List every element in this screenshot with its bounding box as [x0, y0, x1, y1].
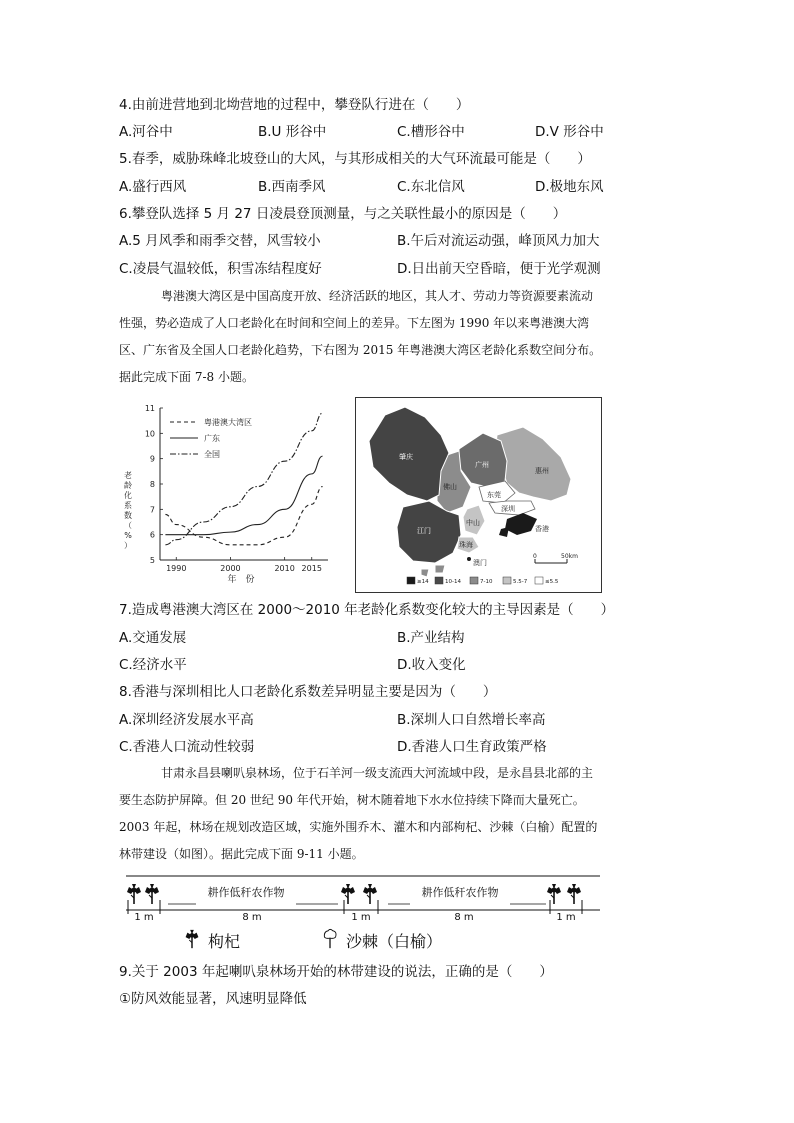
- q4-option-d: D.V 形谷中: [535, 124, 604, 140]
- q5-option-c: C.东北信风: [397, 179, 465, 195]
- label-hongkong: 香港: [535, 525, 549, 533]
- y-tick-label: 7: [149, 505, 155, 515]
- question-4-stem: 4.由前进营地到北坳营地的过程中，攀登队行进在（ ）: [119, 97, 470, 113]
- question-9-stem: 9.关于 2003 年起喇叭泉林场开始的林带建设的说法，正确的是（ ）: [119, 964, 553, 980]
- aging-trend-chart: [116, 400, 338, 590]
- passage-greater-bay-area: [119, 283, 679, 391]
- passage-line: 要生态防护屏障。但 20 世纪 90 年代开始，树木随着地下水水位持续下降而大量死亡。: [119, 793, 585, 807]
- island: [421, 569, 429, 577]
- width-label: 1 m: [556, 912, 576, 923]
- series-line-1: [165, 456, 322, 535]
- q7-option-d: D.收入变化: [397, 657, 466, 673]
- gouqi-legend-icon: [180, 928, 204, 950]
- x-tick-label: 1990: [166, 564, 187, 573]
- gba-aging-map: [355, 397, 602, 593]
- legend-label: 广东: [204, 434, 220, 443]
- label-shenzhen: 深圳: [501, 505, 515, 513]
- y-axis-label-char: 系: [124, 501, 132, 510]
- shaji-legend-icon: [318, 928, 342, 950]
- label-macau: 澳门: [473, 559, 487, 567]
- passage-line: 2003 年起，林场在规划改造区域，实施外围乔木、灌木和内部枸杞、沙棘（白榆）配置的: [119, 820, 598, 834]
- legend-label: 7-10: [480, 579, 493, 585]
- passage-line: 性强，势必造成了人口老龄化在时间和空间上的差异。下左图为 1990 年以来粤港澳大湾: [119, 316, 590, 330]
- passage-line: 粤港澳大湾区是中国高度开放、经济活跃的地区，其人才、劳动力等资源要素流动: [161, 289, 594, 303]
- legend-shaji-label: 沙棘（白榆）: [346, 932, 443, 951]
- width-label: 1 m: [134, 912, 154, 923]
- q6-option-a: A.5 月风季和雨季交替，风雪较小: [119, 233, 321, 249]
- q8-option-b: B.深圳人口自然增长率高: [397, 712, 546, 728]
- y-axis-label-char: 数: [124, 511, 132, 520]
- width-label: 8 m: [242, 912, 262, 923]
- label-huizhou: 惠州: [535, 467, 549, 475]
- y-axis-label-char: ）: [124, 541, 132, 550]
- q4-option-a: A.河谷中: [119, 124, 173, 140]
- q4-option-c: C.槽形谷中: [397, 124, 465, 140]
- chart-axes: [160, 408, 328, 560]
- island: [435, 565, 445, 573]
- x-tick-label: 2000: [220, 564, 241, 573]
- legend-label: ≥14: [417, 579, 429, 585]
- y-tick-label: 8: [149, 480, 155, 489]
- q6-option-b: B.午后对流运动强，峰顶风力加大: [397, 233, 600, 249]
- label-jiangmen: 江门: [417, 527, 431, 535]
- y-tick-label: 10: [144, 429, 155, 439]
- label-zhongshan: 中山: [466, 519, 480, 527]
- q5-option-b: B.西南季风: [258, 179, 326, 195]
- question-7-stem: 7.造成粤港澳大湾区在 2000～2010 年老龄化系数变化较大的主导因素是（ ）: [119, 602, 615, 618]
- passage-line: 据此完成下面 7-8 小题。: [119, 370, 254, 384]
- label-guangzhou: 广州: [475, 461, 489, 469]
- scale-zero: 0: [533, 553, 537, 560]
- passage-line: 区、广东省及全国人口老龄化趋势，下右图为 2015 年粤港澳大湾区老龄化系数空间分布。: [119, 343, 602, 357]
- q8-option-a: A.深圳经济发展水平高: [119, 712, 254, 728]
- gouqi-icon: [567, 884, 581, 904]
- width-label: 8 m: [454, 912, 474, 923]
- width-label: 1 m: [351, 912, 371, 923]
- gouqi-icon: [547, 884, 561, 904]
- legend-gouqi-label: 枸杞: [208, 932, 241, 951]
- y-tick-label: 9: [149, 454, 155, 464]
- question-6-stem: 6.攀登队选择 5 月 27 日凌晨登顶测量，与之关联性最小的原因是（ ）: [119, 206, 567, 222]
- legend-swatch: [503, 577, 511, 584]
- y-axis-label: [124, 470, 132, 550]
- y-tick-label: 5: [149, 556, 155, 565]
- x-tick-labels: [166, 557, 322, 573]
- q5-option-a: A.盛行西风: [119, 179, 187, 195]
- passage-labaquan-forest: [119, 760, 679, 868]
- q6-option-c: C.凌晨气温较低，积雪冻结程度好: [119, 261, 322, 277]
- legend-label: 5.5-7: [513, 579, 528, 585]
- gouqi-icon: [145, 884, 159, 904]
- label-zhuhai: 珠海: [459, 541, 473, 549]
- y-axis-label-char: （: [124, 521, 132, 530]
- chart-legend: [170, 417, 252, 459]
- legend-label: 粤港澳大湾区: [204, 418, 252, 427]
- gouqi-icon: [341, 884, 355, 904]
- x-axis-label: 年 份: [227, 575, 255, 585]
- scale-label: 50km: [561, 553, 578, 560]
- q4-option-b: B.U 形谷中: [258, 124, 327, 140]
- q9-option-1: ①防风效能显著，风速明显降低: [119, 991, 307, 1007]
- crop-label: 耕作低秆农作物: [207, 886, 285, 899]
- crop-label: 耕作低秆农作物: [421, 886, 499, 899]
- forest-belt-diagram: [126, 874, 600, 924]
- series-line-0: [165, 487, 322, 545]
- q8-option-c: C.香港人口流动性较弱: [119, 739, 255, 755]
- y-tick-label: 11: [144, 404, 155, 413]
- q8-option-d: D.香港人口生育政策严格: [397, 739, 547, 755]
- y-axis-label-char: 化: [124, 491, 132, 500]
- series-line-2: [165, 413, 322, 545]
- gouqi-icon: [363, 884, 377, 904]
- question-8-stem: 8.香港与深圳相比人口老龄化系数差异明显主要是因为（ ）: [119, 684, 497, 700]
- passage-line: 林带建设（如图）。据此完成下面 9-11 小题。: [119, 847, 364, 861]
- legend-swatch: [535, 577, 543, 584]
- x-tick-label: 2010: [274, 564, 295, 573]
- label-foshan: 佛山: [443, 483, 457, 491]
- q7-option-b: B.产业结构: [397, 630, 465, 646]
- region-macau: [467, 557, 471, 561]
- y-tick-label: 6: [149, 530, 155, 540]
- q7-option-c: C.经济水平: [119, 657, 187, 673]
- label-dongguan: 东莞: [487, 491, 501, 499]
- q6-option-d: D.日出前天空昏暗，便于光学观测: [397, 261, 601, 277]
- legend-label: 10-14: [445, 579, 461, 585]
- legend-swatch: [435, 577, 443, 584]
- q5-option-d: D.极地东风: [535, 179, 604, 195]
- legend-label: ≤5.5: [545, 579, 559, 585]
- label-zhaoqing: 肇庆: [399, 453, 413, 461]
- x-tick-label: 2015: [301, 564, 322, 573]
- q7-option-a: A.交通发展: [119, 630, 187, 646]
- y-axis-label-char: %: [124, 531, 132, 540]
- passage-line: 甘肃永昌县喇叭泉林场，位于石羊河一级支流西大河流域中段，是永昌县北部的主: [161, 766, 594, 780]
- y-axis-label-char: 老: [124, 471, 132, 480]
- question-5-stem: 5.春季，威胁珠峰北坡登山的大风，与其形成相关的大气环流最可能是（ ）: [119, 151, 591, 167]
- chart-series: [165, 413, 322, 545]
- gouqi-icon: [127, 884, 141, 904]
- legend-swatch: [407, 577, 415, 584]
- legend-swatch: [470, 577, 478, 584]
- legend-label: 全国: [204, 450, 220, 459]
- y-axis-label-char: 龄: [124, 481, 132, 490]
